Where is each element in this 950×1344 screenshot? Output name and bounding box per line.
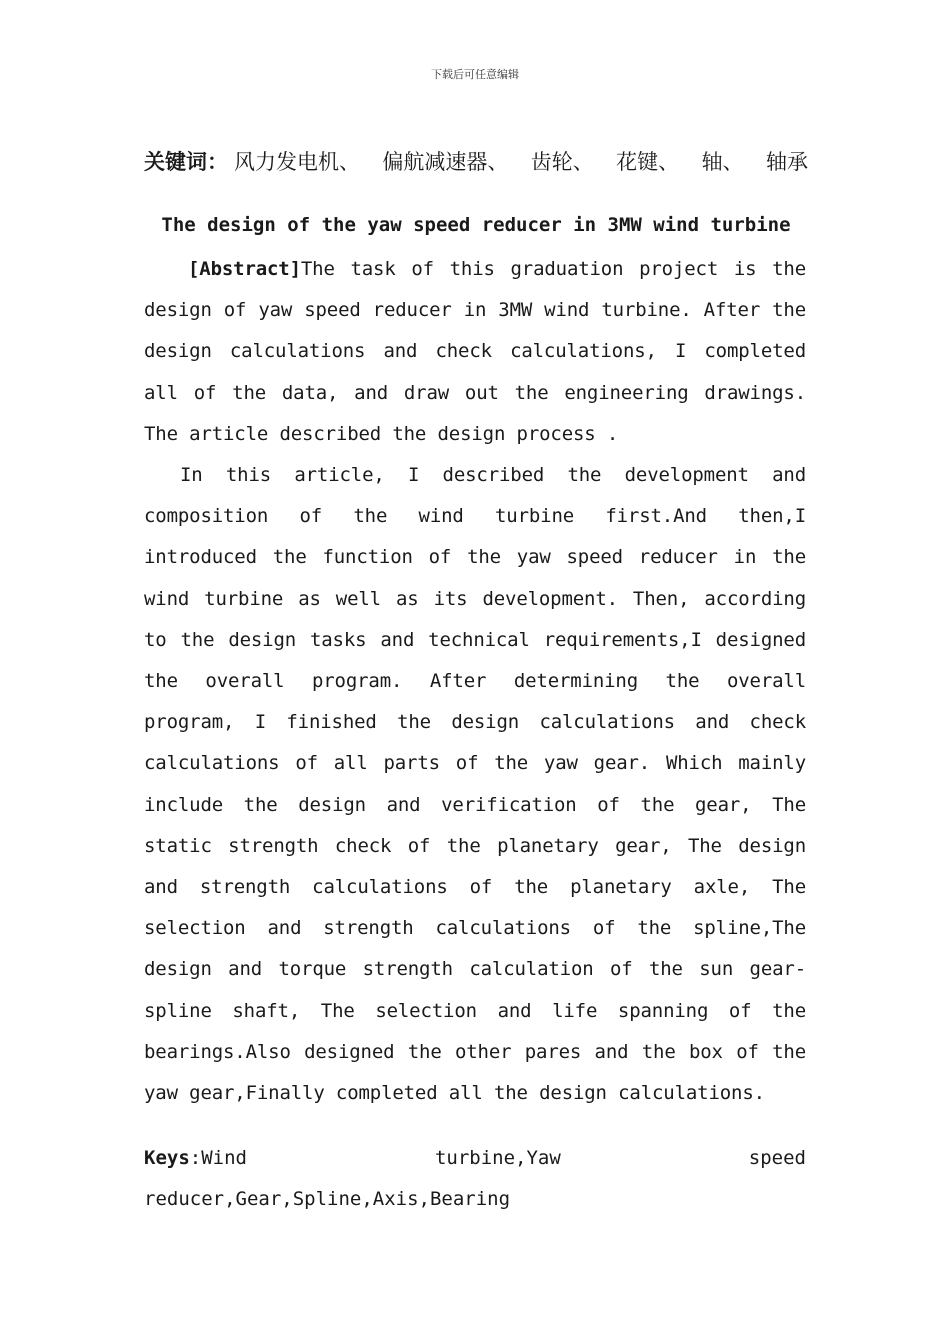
chinese-keyword: 齿轮、 — [530, 150, 594, 174]
abstract-paragraph: In this article, I described the development and composition of the wind turbine first.And then,I introduced the function of the yaw speed reducer in the wind turbine as well as its development. Then, according to the design tasks and technical requirements,I designed the overall program. After determining the overall program, I finished the design calculations and check calculations of all parts of the yaw gear. Which mainly include the design and verification of the gear, The static strength check of the planetary gear, The design and strength calculations of the planetary axle, The selection and strength calculations of the spline,The design and torque strength calculation of the sun gear-spline shaft, The selection and life spanning of the bearings.Also designed the other pares and the box of the yaw gear,Finally completed all the design calculations. — [144, 464, 806, 1105]
chinese-keyword-list — [234, 146, 808, 176]
abstract-paragraph-1-text: The task of this graduation project is the design of yaw speed reducer in 3MW wind turbine. After the design calculations and check calculations, I completed all of the data, and draw out the engineering drawings. The article described the design process . — [144, 258, 806, 445]
english-keywords-line-1 — [144, 1138, 806, 1179]
chinese-keyword: 轴、 — [701, 150, 744, 174]
chinese-keywords — [144, 146, 808, 176]
abstract-label: [Abstract] — [188, 258, 301, 280]
chinese-keyword: 轴承 — [765, 150, 808, 174]
keys-label: Keys — [144, 1147, 190, 1169]
chinese-keyword: 偏航减速器、 — [382, 150, 509, 174]
abstract-paragraph — [144, 249, 806, 455]
english-keywords-line-2: reducer,Gear,Spline,Axis,Bearing — [144, 1188, 511, 1210]
abstract-body — [144, 249, 806, 1114]
english-keyword: speed — [748, 1147, 806, 1169]
chinese-keywords-label: 关键词： — [144, 150, 228, 174]
english-keyword: :Wind — [189, 1147, 247, 1169]
chinese-keyword: 花键、 — [616, 150, 680, 174]
page-header: 下载后可任意编辑 — [431, 68, 519, 81]
english-title: The design of the yaw speed reducer in 3MW wind turbine — [161, 214, 791, 236]
english-keyword: turbine,Yaw — [434, 1147, 561, 1169]
chinese-keyword: 风力发电机、 — [234, 150, 360, 174]
english-keywords — [144, 1138, 806, 1220]
